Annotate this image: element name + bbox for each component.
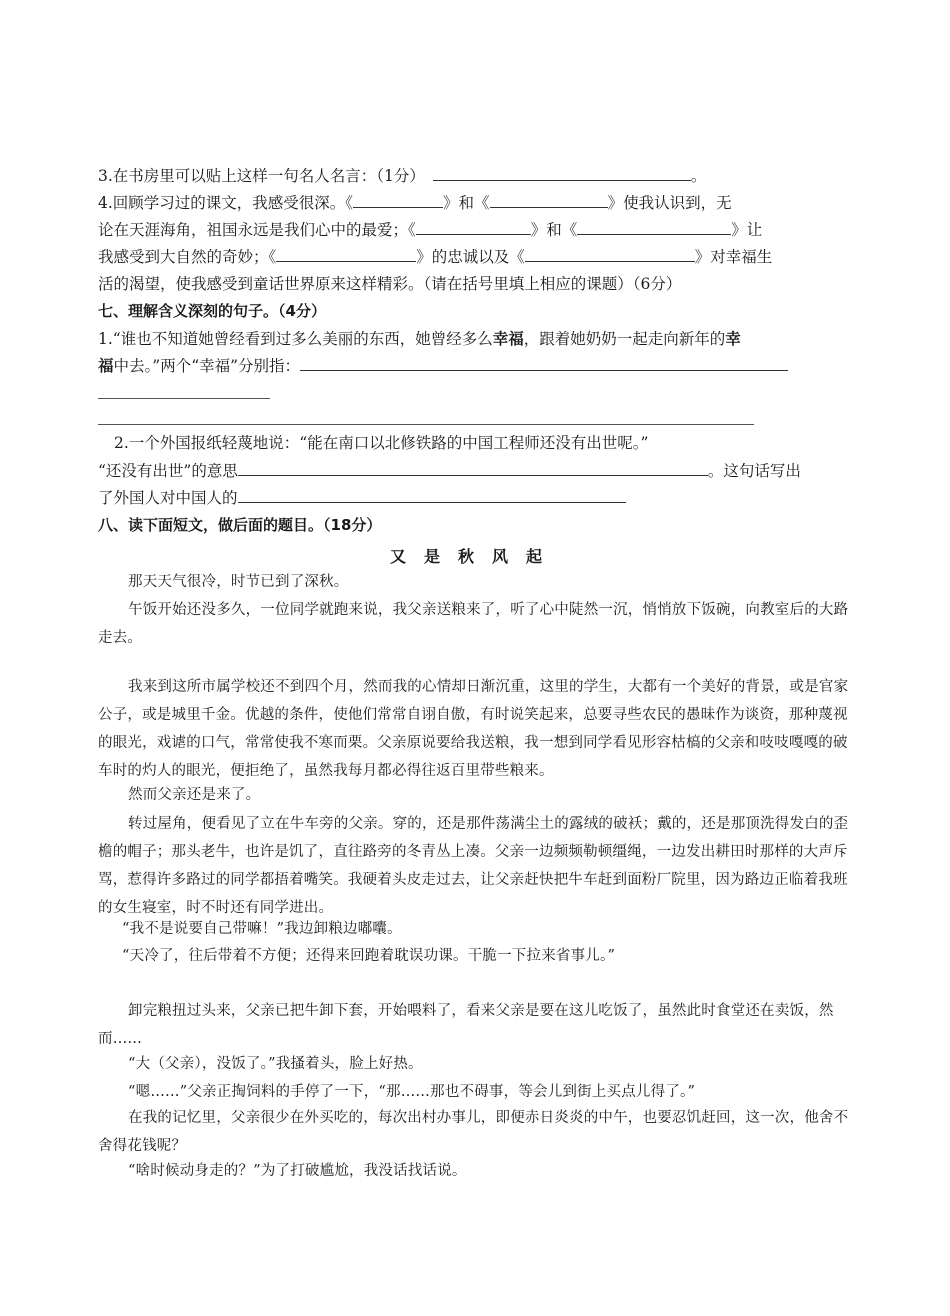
section-8-heading: 八、读下面短文，做后面的题目。（18分） — [98, 516, 382, 534]
passage-paragraph: 午饭开始还没多久，一位同学就跑来说，我父亲送粮来了，听了心中陡然一沉，悄悄放下饭碗，向教室后的大路走去。 — [98, 602, 849, 646]
question-4-line-2: 论在天涯海角，祖国永远是我们心中的最爱；《 》和《 》让 — [98, 221, 763, 239]
question-4-line-1: 4.回顾学习过的课文，我感受很深。《 》和《 》使我认识到，无 — [98, 194, 732, 212]
passage-paragraph: “我不是说要自己带嘛！”我边卸粮边嘟囔。 — [122, 921, 402, 937]
passage-paragraph: 转过屋角，便看见了立在牛车旁的父亲。穿的，还是那件荡满尘土的露绒的破袄；戴的，还是那顶洗得发白的歪檐的帽子；那头老牛，也许是饥了，直往路旁的冬青丛上凑。父亲一边频频勒顿缰绳，一边发出耕田时那样的大声斥骂，惹得许多路过的同学都捂着嘴笑。我硬着头皮走过去，让父亲赶快把牛车赶到面粉厂院里，因为路边正临着我班的女生寝室，时不时还有同学进出。 — [98, 816, 849, 916]
question-4-line-4: 活的渴望，使我感受到童话世界原来这样精彩。（请在括号里填上相应的课题）（6分） — [98, 275, 682, 293]
section-7-q1-line-1: 1.“谁也不知道她曾经看到过多么美丽的东西，她曾经多么幸福，跟着她奶奶一起走向新年的幸 — [98, 329, 741, 348]
passage-paragraph: 那天天气很冷，时节已到了深秋。 — [128, 574, 349, 590]
passage-paragraph: 在我的记忆里，父亲很少在外买吃的，每次出村办事儿，即便赤日炎炎的中午，也要忍饥赶回，这一次，他舍不舍得花钱呢？ — [98, 1110, 849, 1154]
answer-line[interactable] — [98, 398, 270, 399]
answer-blank[interactable] — [433, 166, 691, 181]
passage-paragraph: “啥时候动身走的？”为了打破尴尬，我没话找话说。 — [128, 1163, 467, 1179]
question-4-line-3: 我感受到大自然的奇妙；《 》的忠诚以及《 》对幸福生 — [98, 248, 773, 266]
answer-blank[interactable] — [276, 247, 416, 262]
passage-paragraph: 我来到这所市属学校还不到四个月，然而我的心情却日渐沉重，这里的学生，大都有一个美好的背景，或是官家公子，或是城里千金。优越的条件，使他们常常自诩自傲，有时说笑起来，总要寻些农民的愚昧作为谈资，那种蔑视的眼光，戏谑的口气，常常使我不寒而栗。父亲原说要给我送粮，我一想到同学看见形容枯槁的父亲和吱吱嘎嘎的破车时的灼人的眼光，便拒绝了，虽然我每月都必得往返百里带些粮来。 — [98, 679, 849, 779]
section-7-heading: 七、理解含义深刻的句子。（4分） — [98, 302, 326, 320]
answer-blank[interactable] — [490, 193, 608, 208]
passage-paragraph: 卸完粮扭过头来，父亲已把牛卸下套，开始喂料了，看来父亲是要在这儿吃饭了，虽然此时食堂还在卖饭，然而…… — [98, 1003, 834, 1047]
answer-blank[interactable] — [238, 488, 626, 503]
answer-line[interactable] — [98, 424, 754, 425]
passage-paragraph: “天冷了，往后带着不方便；还得来回跑着耽误功课。干脆一下拉来省事儿。” — [122, 948, 616, 964]
answer-blank[interactable] — [238, 461, 708, 476]
section-7-q2-line-1: 2.一个外国报纸轻蔑地说：“能在南口以北修铁路的中国工程师还没有出世呢。” — [114, 434, 649, 452]
passage-paragraph: “大（父亲），没饭了。”我搔着头，脸上好热。 — [128, 1056, 423, 1072]
passage-title: 又是秋风起 — [389, 547, 560, 566]
answer-blank[interactable] — [525, 247, 695, 262]
answer-blank[interactable] — [577, 220, 731, 235]
section-7-q1-line-2: 福中去。”两个“幸福”分别指： — [98, 356, 854, 376]
answer-blank[interactable] — [416, 220, 531, 235]
passage-paragraph: “嗯……”父亲正掏饲料的手停了一下，“那……那也不碍事，等会儿到街上买点儿得了。” — [128, 1084, 696, 1100]
question-3: 3.在书房里可以贴上这样一句名人名言：（1分） 。 — [98, 167, 707, 185]
section-7-q2-line-3: 了外国人对中国人的 — [98, 488, 854, 508]
section-7-q2-line-2: “还没有出世”的意思 。这句话写出 — [98, 462, 801, 480]
answer-blank[interactable] — [353, 193, 443, 208]
answer-blank[interactable] — [300, 356, 788, 371]
passage-paragraph: 然而父亲还是来了。 — [128, 787, 261, 803]
